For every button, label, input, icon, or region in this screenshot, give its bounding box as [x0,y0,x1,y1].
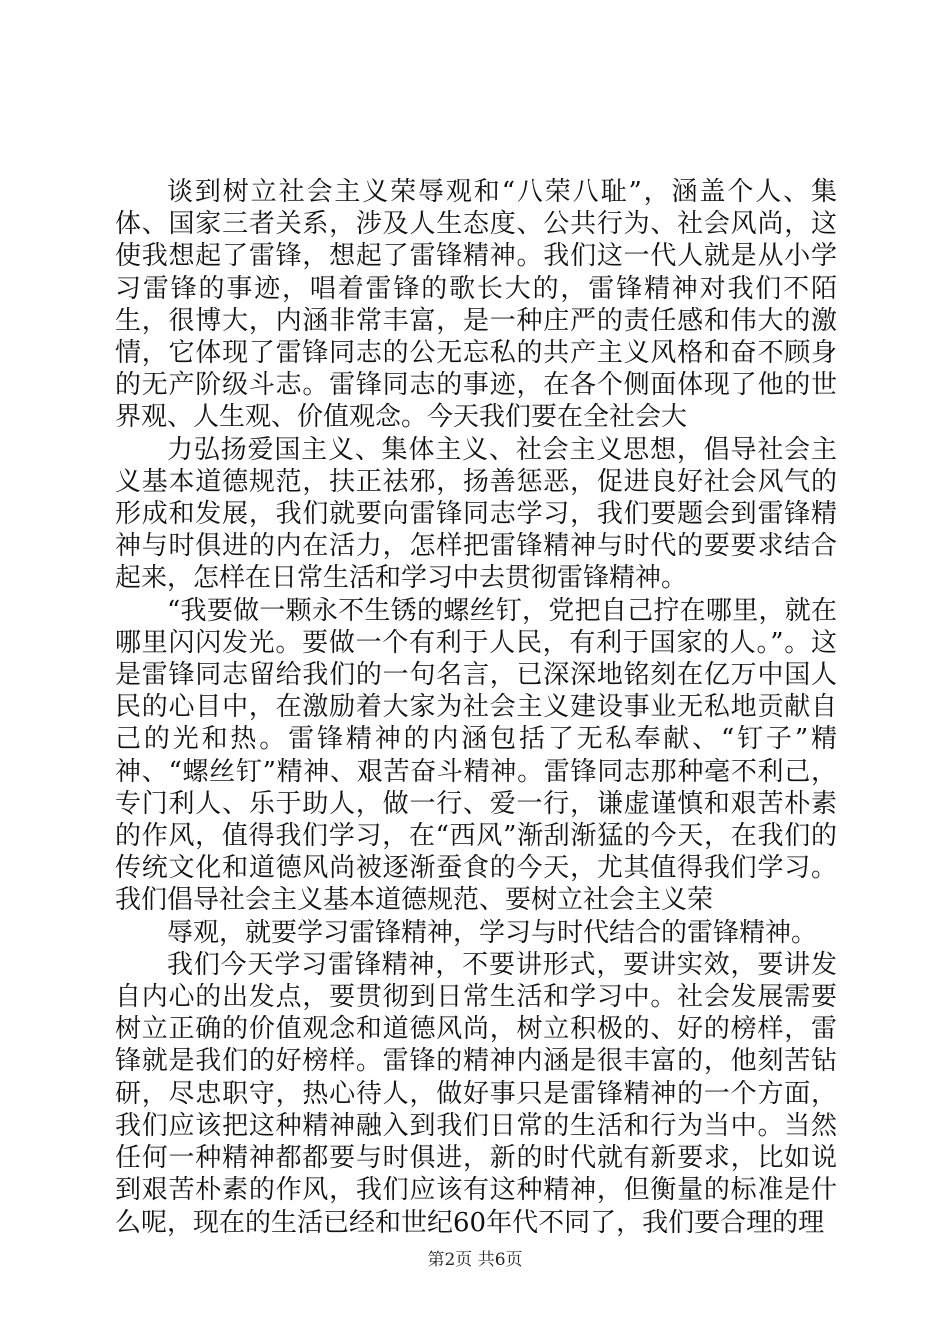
paragraph-1: 谈到树立社会主义荣辱观和“八荣八耻”，涵盖个人、集体、国家三者关系，涉及人生态度、公共行为、社会风尚，这使我想起了雷锋，想起了雷锋精神。我们这一代人就是从小学习雷锋的事迹，唱着雷锋的歌长大的，雷锋精神对我们不陌生，很博大，内涵非常丰富，是一种庄严的责任感和伟大的激情，它体现了雷锋同志的公无忘私的共产主义风格和奋不顾身的无产阶级斗志。雷锋同志的事迹，在各个侧面体现了他的世界观、人生观、价值观念。今天我们要在全社会大 [115,177,837,433]
paragraph-4: 辱观，就要学习雷锋精神，学习与时代结合的雷锋精神。 [167,917,818,948]
paragraph-2: 力弘扬爱国主义、集体主义、社会主义思想，倡导社会主义基本道德规范，扶正祛邪，扬善惩恶，促进良好社会风气的形成和发展，我们就要向雷锋同志学习，我们要题会到雷锋精神与时俱进的内在活力，怎样把雷锋精神与时代的要要求结合起来，怎样在日常生活和学习中去贯彻雷锋精神。 [115,434,837,594]
paragraph-3: “我要做一颗永不生锈的螺丝钉，党把自己拧在哪里，就在哪里闪闪发光。要做一个有利于人民，有利于国家的人。”。这是雷锋同志留给我们的一句名言，已深深地铭刻在亿万中国人民的心目中，在激励着大家为社会主义建设事业无私地贡献自己的光和热。雷锋精神的内涵包括了无私奉献、“钉子”精神、“螺丝钉”精神、艰苦奋斗精神。雷锋同志那种毫不利己，专门利人、乐于助人，做一行、爱一行，谦虚谨慎和艰苦朴素的作风，值得我们学习，在“西风”渐刮渐猛的今天，在我们的传统文化和道德风尚被逐渐蚕食的今天，尤其值得我们学习。我们倡导社会主义基本道德规范、要树立社会主义荣 [115,595,837,916]
document-body [115,176,837,1239]
page-number-footer: 第2页 共6页 [427,1250,523,1270]
paragraph-5: 我们今天学习雷锋精神，不要讲形式，要讲实效，要讲发自内心的出发点，要贯彻到日常生活和学习中。社会发展需要树立正确的价值观念和道德风尚，树立积极的、好的榜样，雷锋就是我们的好榜样。雷锋的精神内涵是很丰富的，他刻苦钻研，尽忠职守，热心待人，做好事只是雷锋精神的一个方面，我们应该把这种精神融入到我们日常的生活和行为当中。当然任何一种精神都都要与时俱进，新的时代就有新要求，比如说到艰苦朴素的作风，我们应该有这种精神，但衡量的标准是什么呢，现在的生活已经和世纪60年代不同了，我们要合理的理 [115,949,837,1238]
